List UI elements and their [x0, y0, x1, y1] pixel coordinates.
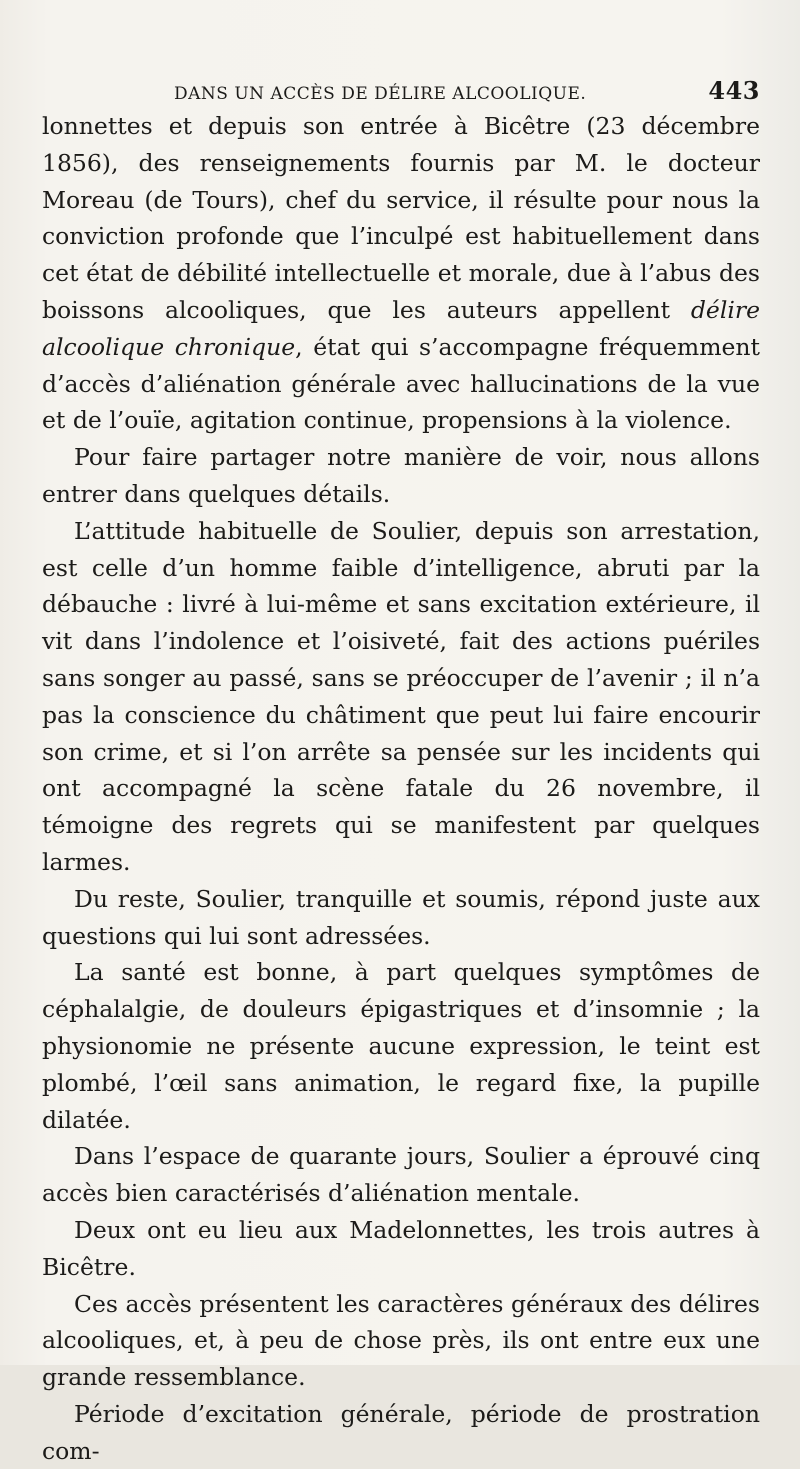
page-number: 443	[708, 76, 760, 105]
paragraph	[42, 108, 760, 439]
running-title: DANS UN ACCÈS DE DÉLIRE ALCOOLIQUE.	[174, 84, 587, 104]
paragraph: Du reste, Soulier, tranquille et soumis, répond juste aux questions qui lui sont adressées.	[42, 884, 760, 950]
text-run: lonnettes et depuis son entrée à Bicêtre (23 décembre 1856), des renseignements fournis par M. le docteur Moreau (de Tours), chef du service, il résulte pour nous la conviction profonde que l’inculpé est habituellement dans cet état de débilité intellectuelle et morale, due à l’abus des boissons alcooliques, que les auteurs appellent	[42, 112, 760, 324]
paragraph: L’attitude habituelle de Soulier, depuis son arrestation, est celle d’un homme faible d’intelligence, abruti par la débauche : livré à lui-même et sans excitation extérieure, il vit dans l’indolence et l’oisiveté, fait des actions puériles sans songer au passé, sans se préoccuper de l’avenir ; il n’a pas la conscience du châtiment que peut lui faire encourir son crime, et si l’on arrête sa pensée sur les incidents qui ont accompagné la scène fatale du 26 novembre, il témoigne des regrets qui se manifestent par quelques larmes.	[42, 516, 760, 876]
page-header	[174, 76, 760, 105]
body-text	[42, 108, 760, 1469]
paragraph: Deux ont eu lieu aux Madelonnettes, les trois autres à Bicêtre.	[42, 1215, 760, 1281]
paragraph: La santé est bonne, à part quelques symptômes de céphalalgie, de douleurs épigastriques et d’insomnie ; la physionomie ne présente aucune expression, le teint est plombé, l’œil sans animation, le regard fixe, la pupille dilatée.	[42, 958, 760, 1134]
paragraph: Pour faire partager notre manière de voir, nous allons entrer dans quelques détails.	[42, 443, 760, 508]
paragraph: Dans l’espace de quarante jours, Soulier a éprouvé cinq accès bien caractérisés d’aliénation mentale.	[42, 1142, 760, 1208]
paragraph: Période d’excitation générale, période de prostration com-	[42, 1399, 760, 1465]
text-run: , état qui s’accompagne fréquemment d’accès d’aliénation générale avec hallucinations de la vue et de l’ouïe, agitation continue, propensions à la violence.	[42, 332, 760, 435]
italic-term: délire alcoolique chronique	[42, 295, 760, 361]
paragraph: Ces accès présentent les caractères généraux des délires alcooliques, et, à peu de chose près, ils ont entre eux une grande ressemblance.	[42, 1289, 760, 1392]
